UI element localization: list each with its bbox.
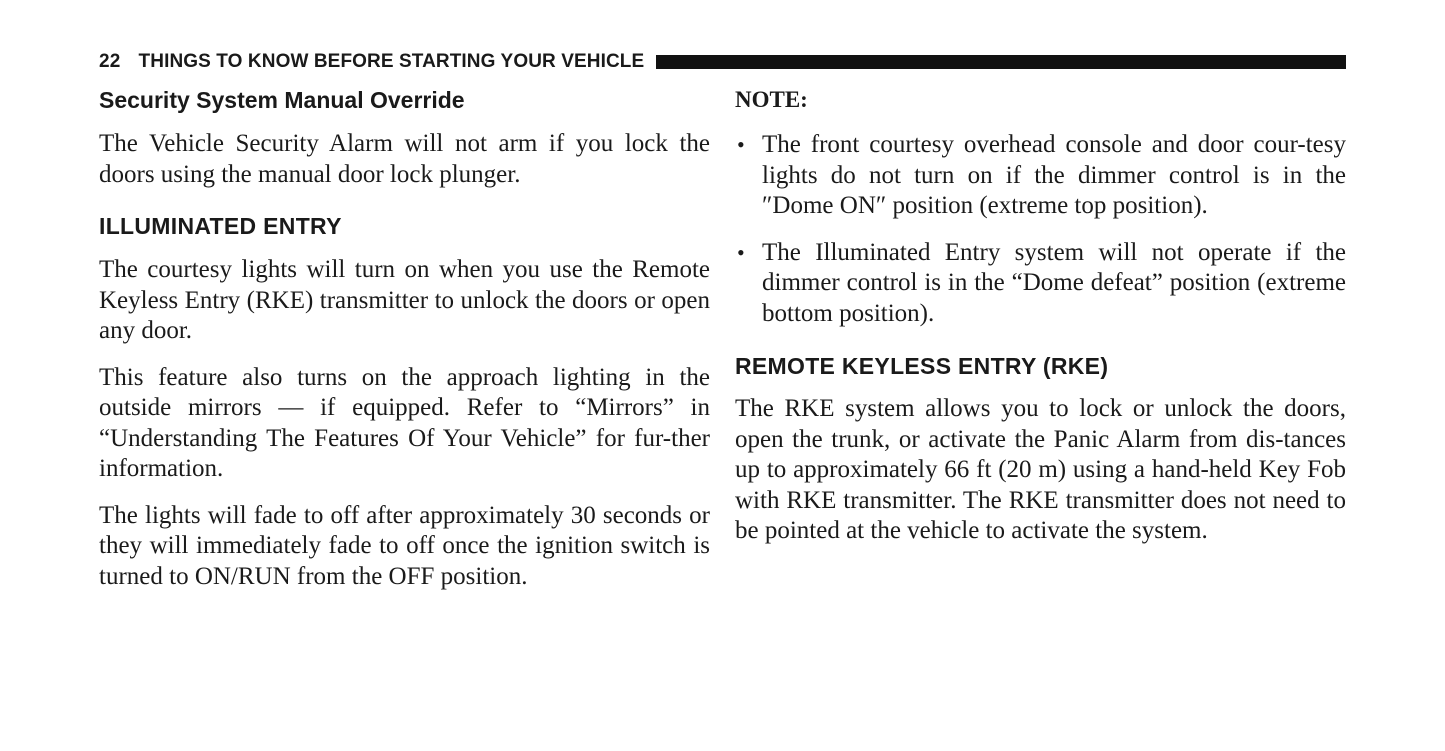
note-bullet-text-1: The front courtesy overhead console and door cour-tesy lights do not turn on if the dimmer control is in the ″Dome ON″ position (extreme top position). bbox=[762, 131, 1346, 219]
running-title: THINGS TO KNOW BEFORE STARTING YOUR VEHICLE bbox=[138, 51, 645, 72]
list-item bbox=[735, 238, 1346, 330]
left-column bbox=[99, 84, 710, 592]
section-heading-rke: REMOTE KEYLESS ENTRY (RKE) bbox=[735, 353, 1109, 379]
illuminated-paragraph-1: The courtesy lights will turn on when you use the Remote Keyless Entry (RKE) transmitter to unlock the doors or open any door. bbox=[99, 256, 710, 344]
page-header bbox=[99, 50, 1346, 74]
section-heading-manual-override: Security System Manual Override bbox=[99, 87, 465, 113]
bullet-icon: • bbox=[737, 132, 745, 157]
illuminated-paragraph-3: The lights will fade to off after approximately 30 seconds or they will immediately fade to off once the ignition switch is turned to ON/RUN from the OFF position. bbox=[99, 501, 710, 590]
note-label: NOTE: bbox=[735, 87, 808, 112]
note-bullet-list bbox=[735, 130, 1346, 329]
right-column bbox=[735, 84, 1346, 547]
rke-paragraph: The RKE system allows you to lock or unlock the doors, open the trunk, or activate the Panic Alarm from dis-tances up to approximately 66 ft (20 m) using a hand-held Key Fob with RKE transmitter. The RKE transmitter does not need to be pointed at the vehicle to activate the system. bbox=[735, 395, 1346, 544]
note-bullet-text-2: The Illuminated Entry system will not operate if the dimmer control is in the “Dome defeat” position (extreme bottom position). bbox=[762, 238, 1346, 327]
list-item bbox=[735, 130, 1346, 222]
page-number: 22 bbox=[99, 51, 121, 72]
illuminated-paragraph-2: This feature also turns on the approach lighting in the outside mirrors — if equipped. Refer to “Mirrors” in “Understanding The Features Of Your Vehicle” for fur-ther information. bbox=[99, 363, 710, 482]
section-heading-illuminated-entry: ILLUMINATED ENTRY bbox=[99, 213, 342, 239]
header-rule bbox=[656, 55, 1346, 69]
override-paragraph: The Vehicle Security Alarm will not arm if you lock the doors using the manual door lock plunger. bbox=[99, 130, 710, 188]
bullet-icon: • bbox=[737, 239, 745, 265]
